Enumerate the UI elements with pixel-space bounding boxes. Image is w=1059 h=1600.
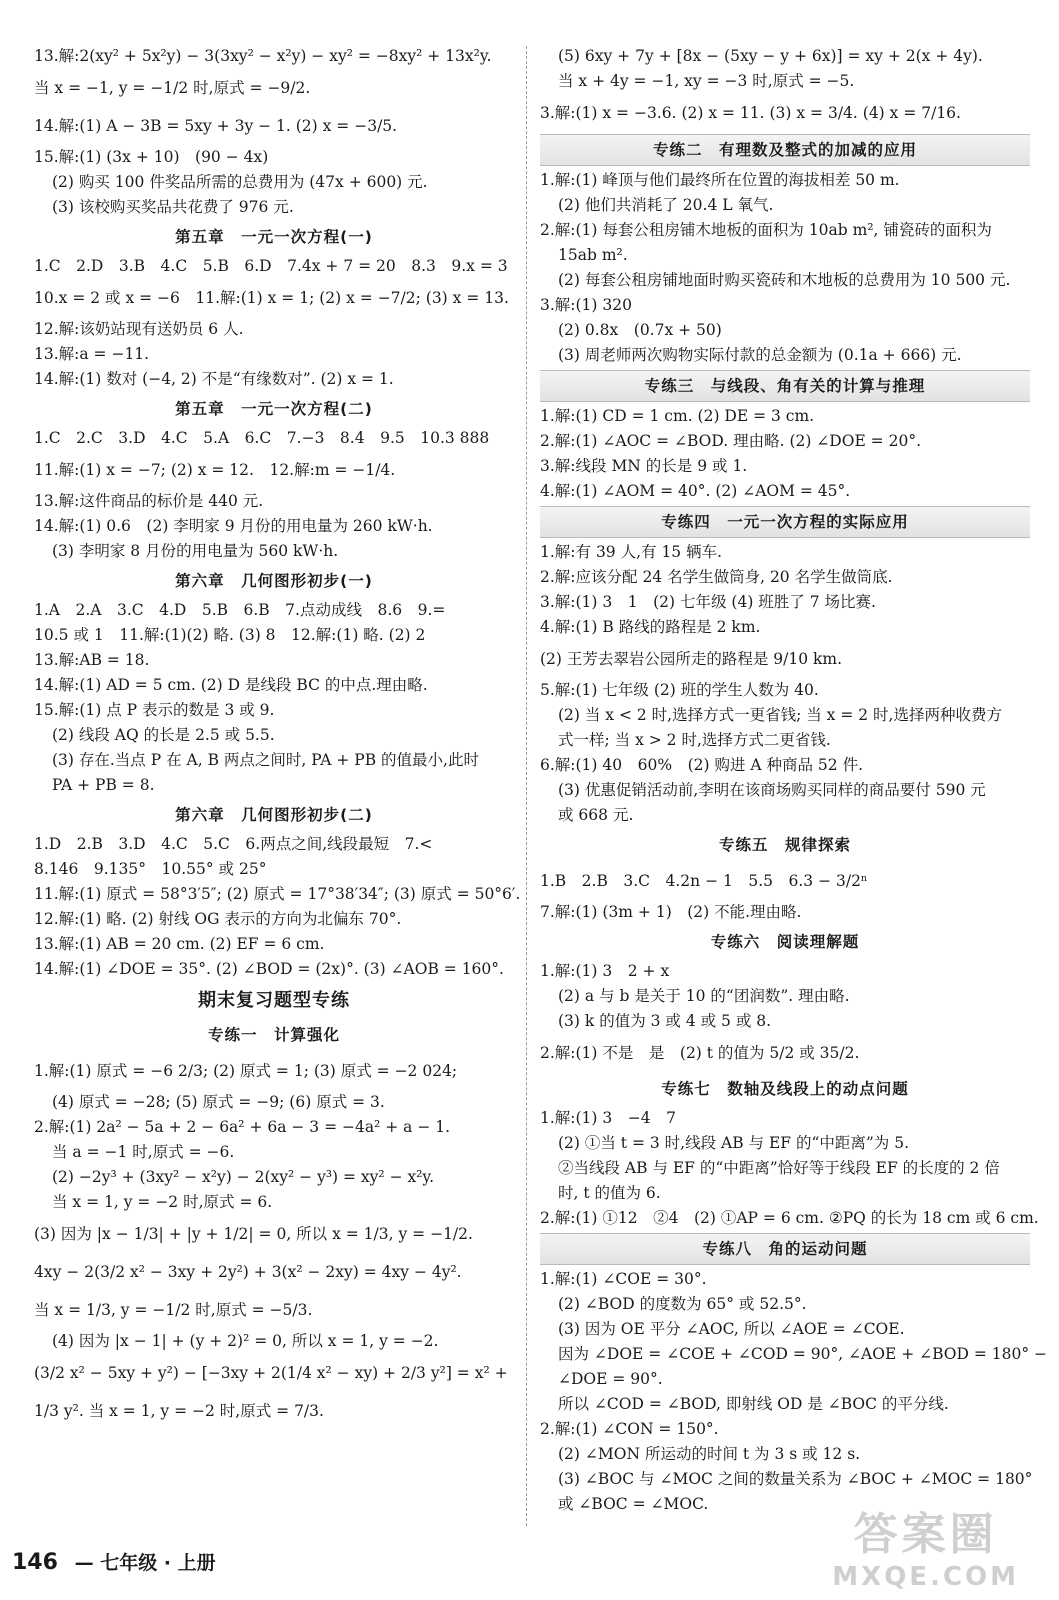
answer-line: 12.解:该奶站现有送奶员 6 人.: [34, 320, 244, 338]
answer-line: 2.解:(1) 不是 是 (2) t 的值为 5/2 或 35/2.: [540, 1044, 860, 1062]
answer-line: 2.解:(1) 每套公租房铺木地板的面积为 10ab m², 铺瓷砖的面积为: [540, 221, 992, 239]
answer-line: 4.解:(1) B 路线的路程是 2 km.: [540, 618, 761, 636]
answer-line: 2.解:(1) ∠CON = 150°.: [540, 1420, 719, 1438]
section-heading: 专练一 计算强化: [207, 1026, 340, 1044]
answer-subline: 当 x = 1, y = −2 时,原式 = 6.: [52, 1193, 273, 1211]
answer-line: 6.解:(1) 40 60% (2) 购进 A 种商品 52 件.: [540, 756, 864, 774]
answer-line: 1.C 2.D 3.B 4.C 5.B 6.D 7.4x + 7 = 20 8.3 9.x = 3: [34, 257, 508, 275]
answer-line: 1.解:(1) 3 −4 7: [540, 1109, 676, 1127]
answer-line: (3) 因为 |x − 1/3| + |y + 1/2| = 0, 所以 x = 1/3, y = −1/2.: [34, 1225, 473, 1243]
answer-subline: (2) 当 x < 2 时,选择方式一更省钱; 当 x = 2 时,选择两种收费方: [558, 706, 1002, 724]
section-heading: 专练五 规律探索: [718, 836, 851, 854]
section-heading: 第五章 一元一次方程(一): [175, 228, 373, 246]
answer-line: 2.解:(1) ①12 ②4 (2) ①AP = 6 cm. ②PQ 的长为 18 cm 或 6 cm.: [540, 1209, 1039, 1227]
answer-line: 14.解:(1) A − 3B = 5xy + 3y − 1. (2) x = −3/5.: [34, 117, 398, 135]
answer-subline: 时, t 的值为 6.: [558, 1184, 661, 1202]
answer-subline: 因为 ∠DOE = ∠COE + ∠COD = 90°, ∠AOE + ∠BOD = 180° −: [558, 1345, 1047, 1363]
section-heading: 专练八 角的运动问题: [540, 1233, 1030, 1265]
answer-line: 10.x = 2 或 x = −6 11.解:(1) x = 1; (2) x = −7/2; (3) x = 13.: [34, 289, 509, 307]
section-heading: 专练七 数轴及线段上的动点问题: [661, 1080, 909, 1098]
answer-subline: (3) 优惠促销活动前,李明在该商场购买同样的商品要付 590 元: [558, 781, 986, 799]
answer-subline: (2) 他们共消耗了 20.4 L 氧气.: [558, 196, 774, 214]
answer-line: 13.解:a = −11.: [34, 345, 150, 363]
left-column: [34, 44, 521, 1430]
answer-line: 当 x = 1/3, y = −1/2 时,原式 = −5/3.: [34, 1301, 313, 1319]
answer-line: 10.5 或 1 11.解:(1)(2) 略. (3) 8 12.解:(1) 略. (2) 2: [34, 626, 426, 644]
answer-subline: (3) k 的值为 3 或 4 或 5 或 8.: [558, 1012, 772, 1030]
answer-subline: 或 ∠BOC = ∠MOC.: [558, 1495, 709, 1513]
page-footer: [12, 1548, 216, 1575]
answer-subline: ∠DOE = 90°.: [558, 1370, 663, 1388]
answer-line: 15.解:(1) 点 P 表示的数是 3 或 9.: [34, 701, 275, 719]
answer-line: (3/2 x² − 5xy + y²) − [−3xy + 2(1/4 x² − xy) + 2/3 y²] = x² +: [34, 1364, 508, 1382]
answer-line: 13.解:(1) AB = 20 cm. (2) EF = 6 cm.: [34, 935, 325, 953]
answer-line: 1/3 y². 当 x = 1, y = −2 时,原式 = 7/3.: [34, 1402, 324, 1420]
section-heading: 专练六 阅读理解题: [710, 933, 860, 951]
answer-line: 1.解:有 39 人,有 15 辆车.: [540, 543, 723, 561]
answer-subline: (5) 6xy + 7y + [8x − (5xy − y + 6x)] = xy + 2(x + 4y).: [558, 47, 983, 65]
answer-subline: (4) 因为 |x − 1| + (y + 2)² = 0, 所以 x = 1, y = −2.: [52, 1332, 439, 1350]
watermark-logo: [832, 1498, 1019, 1592]
section-heading: 第六章 几何图形初步(一): [175, 572, 373, 590]
answer-subline: 式一样; 当 x > 2 时,选择方式二更省钱.: [558, 731, 831, 749]
answer-line: 14.解:(1) ∠DOE = 35°. (2) ∠BOD = (2x)°. (3) ∠AOB = 160°.: [34, 960, 504, 978]
answer-subline: (3) ∠BOC 与 ∠MOC 之间的数量关系为 ∠BOC + ∠MOC = 180°: [558, 1470, 1033, 1488]
section-heading: 专练二 有理数及整式的加减的应用: [540, 134, 1030, 166]
answer-subline: (3) 因为 OE 平分 ∠AOC, 所以 ∠AOE = ∠COE.: [558, 1320, 905, 1338]
answer-subline: 或 668 元.: [558, 806, 634, 824]
answer-line: 14.解:(1) 0.6 (2) 李明家 9 月份的用电量为 260 kW·h.: [34, 517, 433, 535]
answer-subline: 15ab m².: [558, 246, 628, 264]
answer-subline: (2) ①当 t = 3 时,线段 AB 与 EF 的“中距离”为 5.: [558, 1134, 910, 1152]
answer-subline: 所以 ∠COD = ∠BOD, 即射线 OD 是 ∠BOC 的平分线.: [558, 1395, 949, 1413]
answer-line: 13.解:AB = 18.: [34, 651, 150, 669]
column-divider: [526, 46, 527, 1526]
answer-subline: ②当线段 AB 与 EF 的“中距离”恰好等于线段 EF 的长度的 2 倍: [558, 1159, 1000, 1177]
main-heading: 期末复习题型专练: [198, 990, 350, 1011]
section-heading: 专练三 与线段、角有关的计算与推理: [540, 370, 1030, 402]
answer-line: 2.解:(1) 2a² − 5a + 2 − 6a² + 6a − 3 = −4a² + a − 1.: [34, 1118, 451, 1136]
answer-subline: (4) 原式 = −28; (5) 原式 = −9; (6) 原式 = 3.: [52, 1093, 385, 1111]
answer-line: (2) 王芳去翠岩公园所走的路程是 9/10 km.: [540, 650, 843, 668]
watermark-title: 答案圈: [853, 1509, 998, 1560]
answer-line: 1.解:(1) ∠COE = 30°.: [540, 1270, 707, 1288]
answer-line: 1.解:(1) 3 2 + x: [540, 962, 670, 980]
answer-line: 1.解:(1) 峰顶与他们最终所在位置的海拔相差 50 m.: [540, 171, 900, 189]
answer-line: 4xy − 2(3/2 x² − 3xy + 2y²) + 3(x² − 2xy) = 4xy − 4y².: [34, 1263, 462, 1281]
answer-subline: (2) 0.8x (0.7x + 50): [558, 321, 722, 339]
right-column: [540, 44, 1047, 1517]
answer-line: 13.解:这件商品的标价是 440 元.: [34, 492, 264, 510]
answer-line: 14.解:(1) 数对 (−4, 2) 不是“有缘数对”. (2) x = 1.: [34, 370, 394, 388]
section-heading: 第五章 一元一次方程(二): [175, 400, 373, 418]
answer-subline: 当 x + 4y = −1, xy = −3 时,原式 = −5.: [558, 72, 855, 90]
answer-line: 14.解:(1) AD = 5 cm. (2) D 是线段 BC 的中点.理由略.: [34, 676, 428, 694]
answer-subline: (2) a 与 b 是关于 10 的“团润数”. 理由略.: [558, 987, 850, 1005]
answer-line: 11.解:(1) 原式 = 58°3′5″; (2) 原式 = 17°38′34″; (3) 原式 = 50°6′.: [34, 885, 521, 903]
answer-line: 7.解:(1) (3m + 1) (2) 不能.理由略.: [540, 903, 802, 921]
answer-subline: (3) 李明家 8 月份的用电量为 560 kW·h.: [52, 542, 339, 560]
answer-line: 1.B 2.B 3.C 4.2n − 1 5.5 6.3 − 3/2ⁿ: [540, 872, 868, 890]
answer-line: 1.C 2.C 3.D 4.C 5.A 6.C 7.−3 8.4 9.5 10.3 888: [34, 429, 490, 447]
book-label: 七年级 · 上册: [100, 1552, 216, 1574]
answer-line: 3.解:(1) 320: [540, 296, 632, 314]
answer-line: 3.解:(1) 3 1 (2) 七年级 (4) 班胜了 7 场比赛.: [540, 593, 876, 611]
answer-subline: (2) ∠MON 所运动的时间 t 为 3 s 或 12 s.: [558, 1445, 861, 1463]
answer-line: 2.解:应该分配 24 名学生做筒身, 20 名学生做筒底.: [540, 568, 893, 586]
answer-subline: 当 a = −1 时,原式 = −6.: [52, 1143, 235, 1161]
answer-subline: (2) 每套公租房铺地面时购买瓷砖和木地板的总费用为 10 500 元.: [558, 271, 1011, 289]
answer-line: 3.解:(1) x = −3.6. (2) x = 11. (3) x = 3/4. (4) x = 7/16.: [540, 104, 961, 122]
answer-line: 2.解:(1) ∠AOC = ∠BOD. 理由略. (2) ∠DOE = 20°.: [540, 432, 921, 450]
answer-line: 1.解:(1) CD = 1 cm. (2) DE = 3 cm.: [540, 407, 815, 425]
answer-line: 1.D 2.B 3.D 4.C 5.C 6.两点之间,线段最短 7.<: [34, 835, 433, 853]
answer-subline: (2) 购买 100 件奖品所需的总费用为 (47x + 600) 元.: [52, 173, 428, 191]
section-heading: 专练四 一元一次方程的实际应用: [540, 506, 1030, 538]
answer-subline: (3) 存在.当点 P 在 A, B 两点之间时, PA + PB 的值最小,此时: [52, 751, 479, 769]
answer-line: 11.解:(1) x = −7; (2) x = 12. 12.解:m = −1/4.: [34, 461, 396, 479]
page-number: 146: [12, 1550, 58, 1575]
answer-line: 3.解:线段 MN 的长是 9 或 1.: [540, 457, 748, 475]
answer-subline: (3) 周老师两次购物实际付款的总金额为 (0.1a + 666) 元.: [558, 346, 962, 364]
answer-line: 1.解:(1) 原式 = −6 2/3; (2) 原式 = 1; (3) 原式 = −2 024;: [34, 1062, 458, 1080]
answer-subline: (2) 线段 AQ 的长是 2.5 或 5.5.: [52, 726, 275, 744]
answer-line: 5.解:(1) 七年级 (2) 班的学生人数为 40.: [540, 681, 819, 699]
answer-subline: PA + PB = 8.: [52, 776, 155, 794]
answer-line: 8.146 9.135° 10.55° 或 25°: [34, 860, 267, 878]
answer-line: 12.解:(1) 略. (2) 射线 OG 表示的方向为北偏东 70°.: [34, 910, 402, 928]
section-heading: 第六章 几何图形初步(二): [175, 806, 373, 824]
answer-subline: (2) ∠BOD 的度数为 65° 或 52.5°.: [558, 1295, 807, 1313]
watermark-url: MXQE.COM: [832, 1562, 1019, 1592]
answer-line: 1.A 2.A 3.C 4.D 5.B 6.B 7.点动成线 8.6 9.=: [34, 601, 446, 619]
answer-subline: (2) −2y³ + (3xy² − x²y) − 2(xy² − y³) = xy² − x²y.: [52, 1168, 435, 1186]
answer-line: 4.解:(1) ∠AOM = 40°. (2) ∠AOM = 45°.: [540, 482, 851, 500]
answer-line: 当 x = −1, y = −1/2 时,原式 = −9/2.: [34, 79, 311, 97]
footer-dash: —: [74, 1552, 94, 1574]
answer-line: 15.解:(1) (3x + 10) (90 − 4x): [34, 148, 269, 166]
answer-line: 13.解:2(xy² + 5x²y) − 3(3xy² − x²y) − xy² = −8xy² + 13x²y.: [34, 47, 492, 65]
answer-subline: (3) 该校购买奖品共花费了 976 元.: [52, 198, 294, 216]
